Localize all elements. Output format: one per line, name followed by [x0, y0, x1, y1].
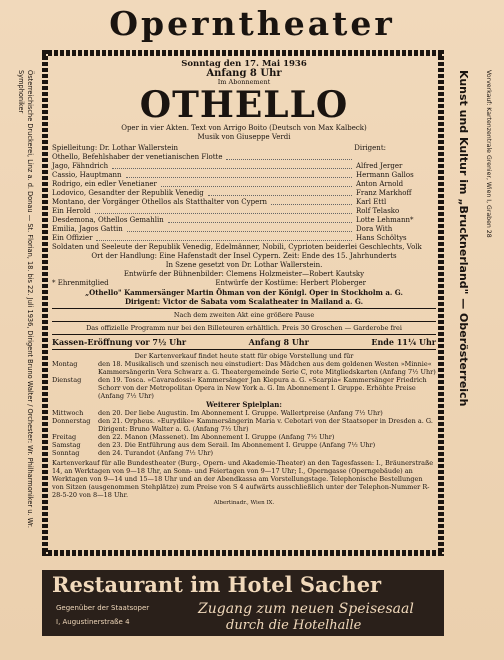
- cast-dots: [271, 198, 352, 205]
- schedule-day: Sonntag: [52, 449, 80, 457]
- schedule-row: [52, 449, 436, 457]
- schedule-list-2: [52, 409, 436, 457]
- advertisement: [42, 570, 444, 636]
- cast-list: [52, 153, 436, 243]
- cast-row: [52, 162, 436, 171]
- cast-row: [52, 225, 436, 234]
- page-title: Operntheater: [109, 4, 395, 43]
- side-left-label: Österreichische Druckerei, Linz a. d. Donau — St. Florian, 18. bis 22. Juli 1936, Dirigent Bruno Walter / Orchester: Wr. Philharmoniker u. Wr. Symphoniker: [17, 70, 34, 529]
- official-note: Das offizielle Programm nur bei den Billeteuren erhältlich. Preis 30 Groschen — Garderobe frei: [86, 324, 402, 332]
- schedule-day: Samstag: [52, 441, 81, 449]
- cast-role: Jago, Fähndrich: [52, 162, 109, 170]
- cast-role: Cassio, Hauptmann: [52, 171, 122, 179]
- guest-singer: „Othello" Kammersänger Martin Öhman von der Königl. Oper in Stockholm a. G.: [85, 288, 403, 297]
- cast-role: Rodrigo, ein edler Venetianer: [52, 180, 157, 188]
- cast-singer: Hans Schöltys: [356, 234, 407, 242]
- cast-singer: Lotte Lehmann*: [356, 216, 414, 224]
- cast-row: [52, 189, 436, 198]
- direction: Spielleitung: Dr. Lothar Wallerstein: [52, 144, 178, 152]
- cast-role: Ein Herold: [52, 207, 91, 215]
- opera-title: OTHELLO: [139, 84, 349, 126]
- cast-singer: Dora With: [356, 225, 393, 233]
- conductor-label: Dirigent:: [354, 144, 386, 152]
- cast-role: Montano, der Vorgänger Othellos als Statthalter von Cypern: [52, 198, 268, 206]
- schedule-text: den 19. Tosca. »Cavaradossi« Kammersänger Jan Kiepura a. G. »Scarpia« Kammersänger Friedrich Schorr von der Metropolitan Opera in New York a. G. Im Abonnement I. Gruppe. Erhöhte Preise (Anfang 7½ Uhr): [98, 376, 427, 400]
- guest-conductor: Dirigent: Victor de Sabata vom Scalatheater in Mailand a. G.: [124, 297, 364, 306]
- cast-dots: [112, 162, 352, 169]
- side-right-title: [450, 70, 470, 554]
- schedule-text: den 24. Turandot (Anfang 7½ Uhr): [98, 449, 214, 457]
- side-right-sublabel: Vorverkauf: Kartenzentrale Grenier, Wien I, Graben 28: [485, 70, 492, 238]
- frame-left: [42, 50, 48, 556]
- sale-note: Der Kartenverkauf findet heute statt für obige Vorstellung und für: [134, 352, 354, 360]
- cast-row: [52, 216, 436, 225]
- cast-dots: [168, 216, 352, 223]
- cast-singer: Karl Ettl: [356, 198, 387, 206]
- schedule-text: den 22. Manon (Massenet). Im Abonnement I. Gruppe (Anfang 7½ Uhr): [98, 433, 335, 441]
- ad-address: I, Augustinerstraße 4: [56, 618, 130, 626]
- cast-row: [52, 234, 436, 243]
- schedule-row: [52, 417, 436, 433]
- schedule-day: Mittwoch: [52, 409, 84, 417]
- schedule-row: [52, 409, 436, 417]
- cast-dots: [126, 171, 352, 178]
- schedule-day: Montag: [52, 360, 78, 368]
- guest-label: * Ehrenmitglied: [52, 279, 109, 287]
- box-office: Kartenverkauf für alle Bundestheater (Burg-, Opern- und Akademie-Theater) an den Tagesfassen: I., Bräunerstraße 14, an Werktagen von 9—18 Uhr, an Sonn- und Feiertagen von 9—17 Uhr; I., Operngasse (Operngebäude) an Werktagen von 9—14 und 15—18 Uhr und an der Abendkassa am Vorstellungstage. Telephonische Bestellungen von Sitzen (ausgenommen Stehplätze) zum Preise von S 4 aufwärts ausschließlich unter der Telephon-Nummer R-28-5-20 von 8—18 Uhr.: [52, 459, 434, 499]
- schedule-text: den 18. Musikalisch und szenisch neu einstudiert: Das Mädchen aus dem goldenen Westen »Minnie« Kammersängerin Vera Schwarz a. G. Theatergemeinde Serie C, rote Mitgliedskarten (Anfang 7½ Uhr): [98, 360, 436, 376]
- cast-role: Emilia, Jagos Gattin: [52, 225, 123, 233]
- frame-bottom: [42, 550, 444, 556]
- schedule-row: [52, 433, 436, 441]
- side-right-label: Kunst und Kultur im „Brucknerland" — Oberösterreich: [457, 70, 470, 407]
- schedule-row: [52, 441, 436, 449]
- schedule-day: Freitag: [52, 433, 77, 441]
- cast-role: Ein Offizier: [52, 234, 93, 242]
- cast-row: [52, 207, 436, 216]
- cast-row: [52, 198, 436, 207]
- schedule-list: [52, 360, 436, 400]
- schedule-day: Donnerstag: [52, 417, 91, 425]
- cast-dots: [161, 180, 352, 187]
- opera-subtitle: Oper in vier Akten. Text von Arrigo Boito (Deutsch von Max Kalbeck): [121, 124, 367, 132]
- printer: Albertinadr., Wien IX.: [213, 500, 275, 506]
- schedule-text: den 20. Der liebe Augustin. Im Abonnement I. Gruppe. Wallertpreise (Anfang 7½ Uhr): [98, 409, 383, 417]
- schedule-day: Dienstag: [52, 376, 82, 384]
- cast-row: [52, 171, 436, 180]
- place-time: Ort der Handlung: Eine Hafenstadt der Insel Cypern. Zeit: Ende des 15. Jahrhunderts: [91, 252, 397, 260]
- start-time: Anfang 8 Uhr: [206, 68, 282, 79]
- cast-dots: [96, 234, 352, 241]
- cast-singer: Rolf Telasko: [356, 207, 400, 215]
- end-time: Ende 11¼ Uhr: [371, 337, 436, 347]
- side-right-sub: [472, 70, 492, 554]
- weekly-label: Weiterer Spielplan:: [206, 400, 282, 409]
- cast-role: Lodovico, Gesandter der Republik Venedig: [52, 189, 204, 197]
- cast-role: Desdemona, Othellos Gemahlin: [52, 216, 164, 224]
- ad-opposite: Gegenüber der Staatsoper: [56, 604, 150, 612]
- cast-singer: [356, 153, 436, 162]
- cast-singer: Franz Markhoff: [356, 189, 412, 197]
- costume-row: [52, 279, 436, 288]
- ad-slogan-2: durch die Hotelhalle: [226, 618, 362, 633]
- schedule-row: [52, 360, 436, 376]
- costume: Entwürfe der Kostüme: Herbert Ploberger: [215, 279, 366, 287]
- cast-dots: [95, 207, 352, 214]
- ad-slogan-1: Zugang zum neuen Speisesaal: [198, 601, 414, 617]
- composer: Musik von Giuseppe Verdi: [197, 133, 291, 141]
- cast-dots: [127, 225, 352, 232]
- schedule-text: den 23. Die Entführung aus dem Serail. Im Abonnement I. Gruppe (Anfang 7½ Uhr): [98, 441, 376, 449]
- times-row: [52, 334, 436, 350]
- chorus: Soldaten und Seeleute der Republik Venedig, Edelmänner, Nobili, Cyprioten beiderlei Geschlechts, Volk: [52, 243, 422, 251]
- frame-right: [438, 50, 444, 556]
- frame-top: [42, 50, 444, 56]
- schedule-row: [52, 376, 436, 400]
- cast-dots: [208, 189, 352, 196]
- side-left-text: [10, 70, 34, 554]
- staging: In Szene gesetzt von Dr. Lothar Wallerstein.: [165, 261, 323, 269]
- direction-row: [52, 144, 436, 153]
- pause-note: Nach dem zweiten Akt eine größere Pause: [52, 308, 436, 322]
- cast-singer: Hermann Gallos: [356, 171, 414, 179]
- stage-design: Entwürfe der Bühnenbilder: Clemens Holzmeister—Robert Kautsky: [123, 270, 365, 278]
- cast-dots: [226, 153, 352, 160]
- ad-title: Restaurant im Hotel Sacher: [52, 572, 382, 597]
- cast-row: [52, 180, 436, 189]
- subscription-note: Im Abonnement: [217, 78, 271, 86]
- cast-row: [52, 153, 436, 162]
- cast-singer: Alfred Jerger: [356, 162, 403, 170]
- program-content: [52, 60, 436, 548]
- box-opening: Kassen-Eröffnung vor 7½ Uhr: [52, 337, 187, 347]
- start-time-2: Anfang 8 Uhr: [248, 337, 309, 347]
- schedule-text: den 21. Orpheus. »Eurydike« Kammersängerin Maria v. Cebotari von der Staatsoper in Dresden a. G. Dirigent: Bruno Walter a. G. (Anfang 7½ Uhr): [98, 417, 433, 433]
- performance-date: Sonntag den 17. Mai 1936: [181, 59, 307, 69]
- cast-role: Othello, Befehlshaber der venetianischen Flotte: [52, 153, 223, 161]
- cast-singer: Anton Arnold: [356, 180, 404, 188]
